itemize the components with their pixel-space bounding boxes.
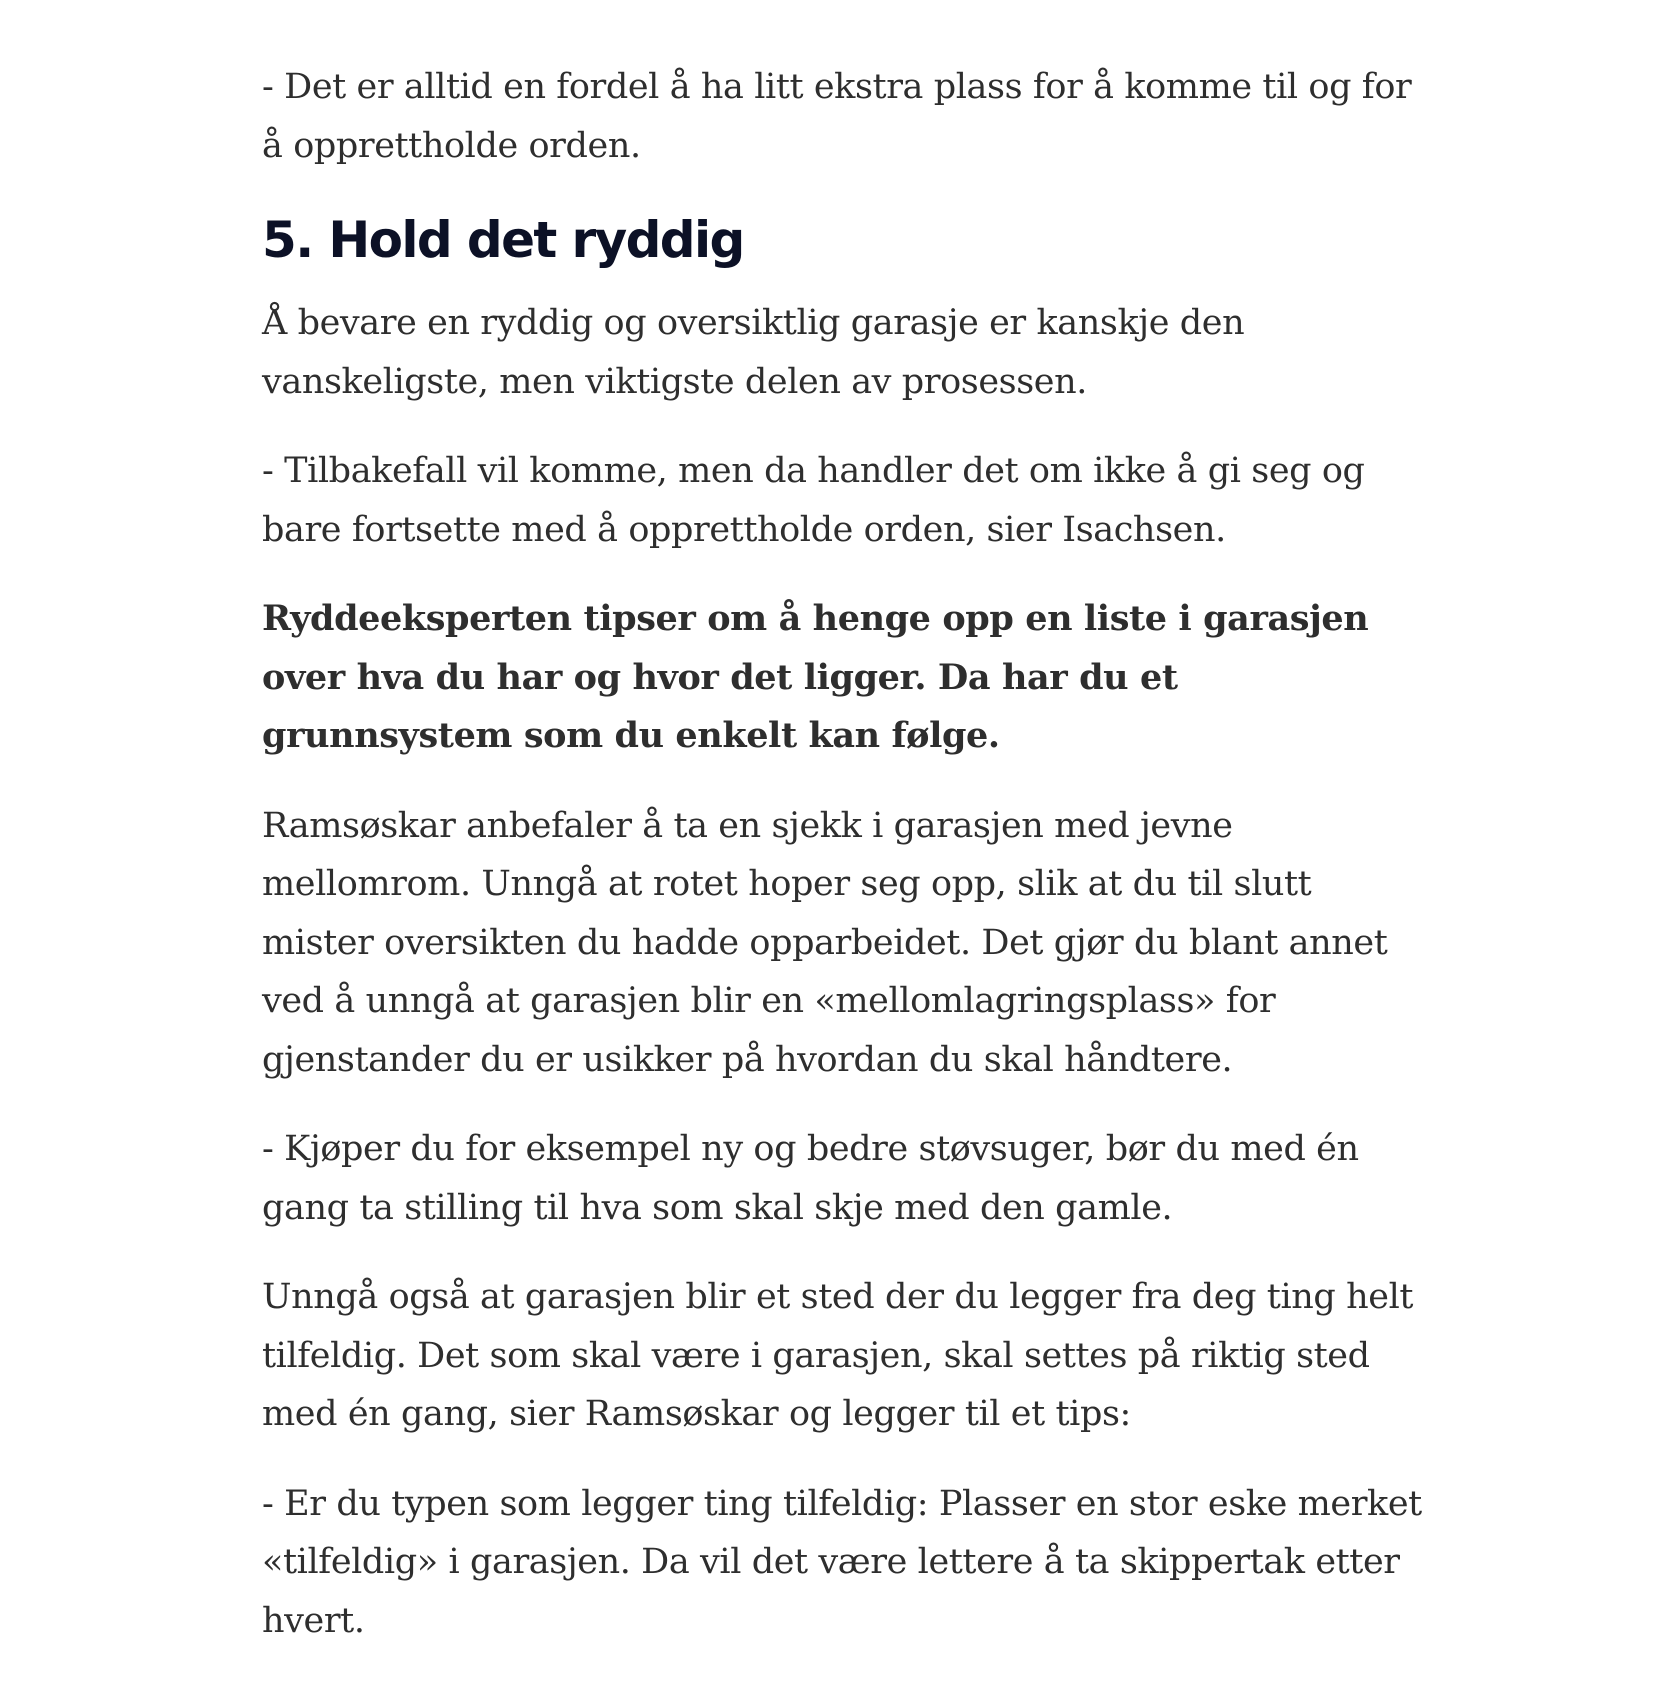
article-paragraph-bold: Ryddeeksperten tipser om å henge opp en liste i garasjen over hva du har og hvor det ligger. Da har du et grunnsystem som du enkelt kan følge. bbox=[262, 598, 1369, 756]
article-paragraph: Unngå også at garasjen blir et sted der du legger fra deg ting helt tilfeldig. Det som skal være i garasjen, skal settes på riktig sted med én gang, sier Ramsøskar og legger til et tips: bbox=[262, 1277, 1414, 1434]
article-body bbox=[262, 58, 1422, 1681]
article-paragraph: - Er du typen som legger ting tilfeldig: Plasser en stor eske merket «tilfeldig» i garasjen. Da vil det være lettere å ta skippertak etter hvert. bbox=[262, 1483, 1422, 1641]
article-paragraph: - Det er alltid en fordel å ha litt ekstra plass for å komme til og for å opprettholde orden. bbox=[262, 67, 1412, 166]
article-paragraph: - Tilbakefall vil komme, men da handler det om ikke å gi seg og bare fortsette med å opprettholde orden, sier Isachsen. bbox=[262, 451, 1365, 550]
section-heading: 5. Hold det ryddig bbox=[262, 211, 744, 269]
article-paragraph: Å bevare en ryddig og oversiktlig garasje er kanskje den vanskeligste, men viktigste delen av prosessen. bbox=[262, 303, 1245, 402]
article-paragraph: Ramsøskar anbefaler å ta en sjekk i garasjen med jevne mellomrom. Unngå at rotet hoper seg opp, slik at du til slutt mister oversikten du hadde opparbeidet. Det gjør du blant annet ved å unngå at garasjen blir en «mellomlagringsplass» for gjenstander du er usikker på hvordan du skal håndtere. bbox=[262, 805, 1388, 1080]
article-paragraph: - Kjøper du for eksempel ny og bedre støvsuger, bør du med én gang ta stilling til hva som skal skje med den gamle. bbox=[262, 1129, 1359, 1228]
